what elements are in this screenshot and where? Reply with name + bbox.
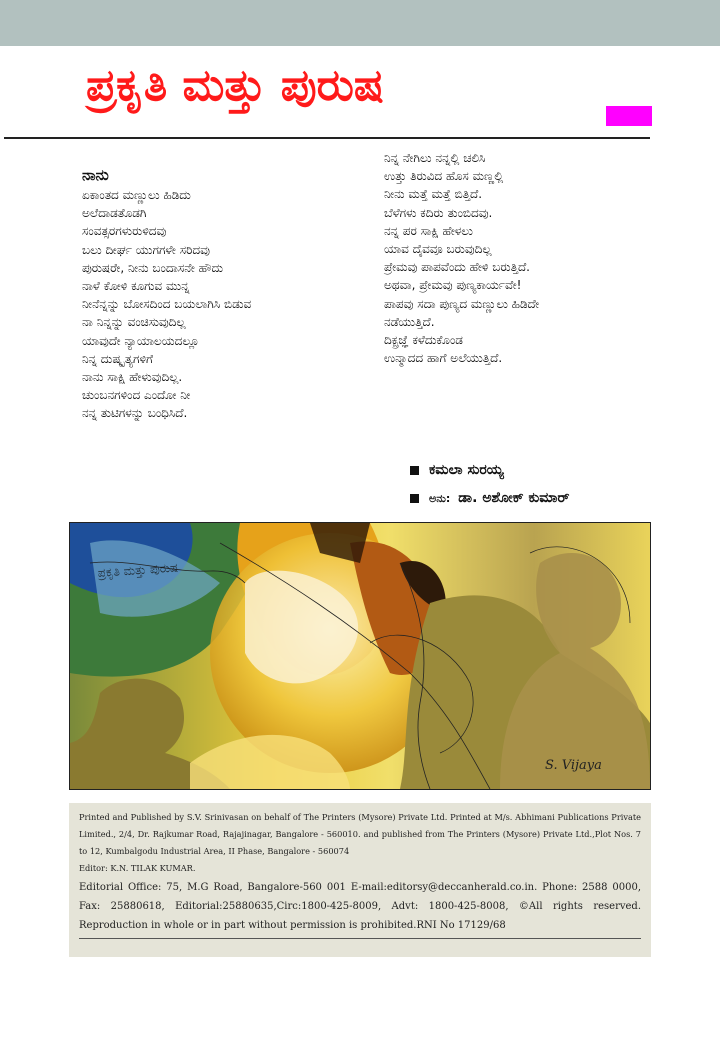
imprint-rule bbox=[79, 938, 641, 939]
poem-line: ಬಲು ದೀರ್ಘ ಯುಗಗಳೇ ಸರಿದವು bbox=[82, 242, 210, 257]
poem-line: ಬೆಳೆಗಳು ಕದಿರು ತುಂಬಿದವು. bbox=[384, 205, 493, 220]
poem-line: ನಾ ನಿನ್ನನ್ನು ವಂಚಿಸುವುದಿಲ್ಲ bbox=[82, 315, 186, 330]
poem-line: ಏಕಾಂತದ ಮಣ್ಣುಲು ಹಿಡಿದು bbox=[82, 188, 191, 202]
imprint-box bbox=[69, 803, 651, 957]
poem-right-column bbox=[384, 149, 539, 367]
translator-prefix: ಅನು: bbox=[429, 492, 451, 505]
author-name: ಕಮಲಾ ಸುರಯ್ಯ bbox=[429, 462, 504, 478]
poem-line: ಪುರುಷರೇ, ನೀನು ಬಂದಾಸನೇ ಹೌದು bbox=[82, 260, 224, 275]
author-credit bbox=[410, 462, 504, 478]
poem-line: ನಿನ್ನ ದುಷ್ಕೃತ್ಯಗಳಿಗೆ bbox=[82, 351, 153, 366]
imprint-editor: Editor: K.N. TILAK KUMAR. bbox=[79, 863, 196, 873]
poem-line: ಉನ್ಮಾದದ ಹಾಗೆ ಅಲೆಯುತ್ತಿದೆ. bbox=[384, 351, 503, 366]
poem-line: ನಿನ್ನ ನೇಗಿಲು ನನ್ನಲ್ಲಿ ಚಲಿಸಿ bbox=[384, 151, 486, 165]
poem-heading: ನಾನು bbox=[82, 166, 109, 184]
translator-name: ಡಾ. ಅಶೋಕ್ ಕುಮಾರ್ bbox=[458, 490, 570, 506]
poem-line: ಯಾವುದೇ ನ್ಯಾಯಾಲಯದಲ್ಲೂ bbox=[82, 333, 200, 348]
poem-line: ಸಂವತ್ಸರಗಳುರುಳಿದವು bbox=[82, 224, 167, 239]
page-title: ಪ್ರಕೃತಿ ಮತ್ತು ಪುರುಷ bbox=[86, 60, 384, 111]
poem-line: ಅಥವಾ, ಪ್ರೇಮವು ಪುಣ್ಯಕಾರ್ಯವೇ! bbox=[384, 278, 522, 293]
title-rule bbox=[4, 137, 650, 139]
bullet-icon bbox=[410, 466, 419, 475]
artist-signature: S. Vijaya bbox=[545, 758, 602, 773]
translator-credit bbox=[410, 490, 569, 506]
illustration-scribble-text: ಪ್ರಕೃತಿ ಮತ್ತು ಪುರುಷ bbox=[97, 560, 179, 580]
imprint-office-text: Editorial Office: 75, M.G Road, Bangalore-560 001 E-mail:editorsy@deccanherald.co.in. Phone: 2588 0000, Fax: 25880618, Editorial:25880635,Circ:1800-425-8009, Advt: 1800-425-8008, ©All rights reserved. Reproduction in whole or in part without permission is prohibited.RNI No 17129/68 bbox=[79, 882, 641, 931]
illustration bbox=[69, 522, 651, 790]
imprint-publisher-text: Printed and Published by S.V. Srinivasan on behalf of The Printers (Mysore) Private Ltd. Printed at M/s. Abhimani Publications Private Limited., 2/4, Dr. Rajkumar Road, Rajajinagar, Bangalore - 560010. and published from The Printers (Mysore) Private Ltd.,Plot Nos. 7 to 12, Kumbalgodu Industrial Area, II Phase, Bangalore - 560074 bbox=[79, 812, 641, 856]
poem-line: ಉತ್ತು ತಿರುವಿದ ಹೊಸ ಮಣ್ಣಲ್ಲಿ bbox=[384, 169, 504, 184]
poem-line: ನನ್ನ ಪರ ಸಾಕ್ಷಿ ಹೇಳಲು bbox=[384, 223, 473, 238]
poem-line: ದಿಕ್ಪ್ರಜ್ಞೆ ಕಳೆದುಕೊಂಡ bbox=[384, 333, 463, 348]
poem-line: ನಾನು ಸಾಕ್ಷಿ ಹೇಳುವುದಿಲ್ಲ. bbox=[82, 370, 183, 385]
poem-line: ನಾಳೆ ಕೋಳಿ ಕೂಗುವ ಮುನ್ನ bbox=[82, 279, 190, 294]
poem-line: ನೀನು ಮತ್ತೆ ಮತ್ತೆ ಬಿತ್ತಿದೆ. bbox=[384, 187, 483, 202]
accent-block bbox=[606, 106, 652, 126]
poem-line: ನನ್ನ ತುಟಿಗಳನ್ನು ಬಂಧಿಸಿದೆ. bbox=[82, 406, 188, 421]
bullet-icon bbox=[410, 494, 419, 503]
poem-line: ಯಾವ ದೈವವೂ ಬರುವುದಿಲ್ಲ bbox=[384, 242, 492, 257]
poem-line: ಅಲೆದಾಡತೊಡಗಿ bbox=[82, 206, 147, 221]
poem-line: ಪ್ರೇಮವು ಪಾಪವೆಂದು ಹೇಳಿ ಬರುತ್ತಿದೆ. bbox=[384, 260, 530, 275]
poem-left-column bbox=[82, 164, 251, 423]
poem-line: ನಡೆಯುತ್ತಿದೆ. bbox=[384, 314, 435, 329]
top-bar bbox=[0, 0, 720, 46]
poem-line: ನೀನೆನ್ನನ್ನು ಬೋಸದಿಂದ ಬಯಲಾಗಿಸಿ ಬಿಡುವ bbox=[82, 297, 252, 312]
poem-line: ಚುಂಬನಗಳಿಂದ ಎಂದೋ ನೀ bbox=[82, 388, 191, 403]
poem-line: ಪಾಪವು ಸದಾ ಪುಣ್ಯದ ಮಣ್ಣುಲು ಹಿಡಿದೇ bbox=[384, 296, 540, 311]
